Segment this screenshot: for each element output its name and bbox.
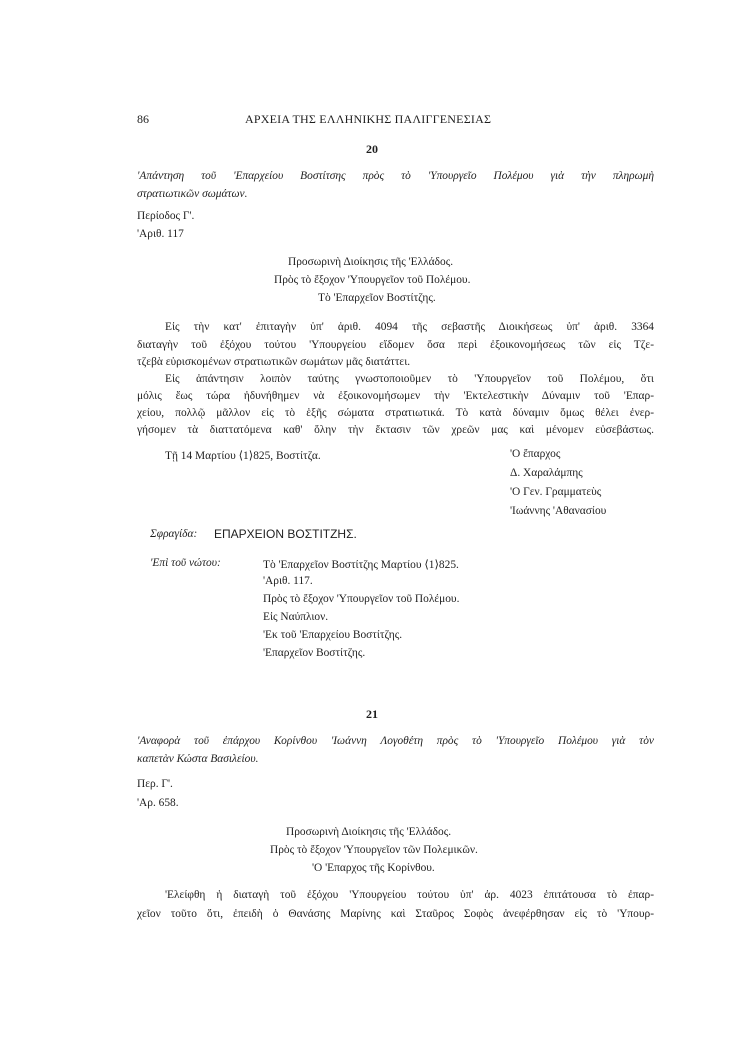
doc21-body-line-1: 'Ελείφθη ἡ διαταγὴ τοῦ ἐξόχου 'Υπουργείου τούτου ὑπ' ἀρ. 4023 ἐπιτάτουσα τὸ ἐπαρ- (165, 889, 654, 901)
doc21-summary-line-1: 'Αναφορὰ τοῦ ἐπάρχου Κορίνθου 'Ιωάννη Λογοθέτη πρὸς τὸ 'Υπουργεῖο Πολέμου γιὰ τὸν (137, 735, 654, 747)
doc21-ref-number: 'Αρ. 658. (137, 797, 179, 809)
doc20-seal-label: Σφραγίδα: (150, 528, 198, 540)
doc20-signature-line-4: 'Ιωάννης 'Αθανασίου (510, 505, 607, 517)
doc20-body-line-5: μόλις ἕως τώρα ἠδυνήθημεν νὰ ἐξοικονομήσωμεν τὴν 'Εκτελεστικὴν Δύναμιν τοῦ 'Επαρ- (137, 390, 654, 402)
running-title: ΑΡΧΕΙΑ ΤΗΣ ΕΛΛΗΝΙΚΗΣ ΠΑΛΙΓΓΕΝΕΣΙΑΣ (245, 112, 492, 126)
doc20-summary-line-2: στρατιωτικῶν σωμάτων. (137, 188, 248, 200)
doc21-addressee-line-2: Πρὸς τὸ ἔξοχον 'Υπουργεῖον τῶν Πολεμικῶν. (270, 844, 478, 856)
doc20-verso-line-2: 'Αριθ. 117. (263, 575, 313, 587)
doc20-ref-number: 'Αριθ. 117 (137, 228, 184, 240)
doc21-summary-line-2: καπετὰν Κώστα Βασιλείου. (137, 753, 259, 765)
doc20-verso-line-6: 'Επαρχεῖον Βοστίτζης. (263, 647, 366, 659)
doc20-addressee-line-1: Προσωρινὴ Διοίκησις τῆς 'Ελλάδος. (288, 256, 454, 268)
doc20-addressee-line-3: Τὸ 'Επαρχεῖον Βοστίτζης. (318, 292, 436, 304)
doc20-seal-text: ΕΠΑΡΧΕΙΟΝ ΒΟΣΤΙΤΖΗΣ. (214, 527, 357, 541)
doc20-signature-line-2: Δ. Χαραλάμπης (510, 467, 583, 479)
doc20-date-line: Τῇ 14 Μαρτίου ⟨1⟩825, Βοστίτζα. (165, 450, 321, 462)
document-number-20: 20 (366, 142, 378, 156)
doc20-period: Περίοδος Γ'. (137, 210, 195, 222)
doc20-verso-line-1: Τὸ 'Επαρχεῖον Βοστίτζης Μαρτίου ⟨1⟩825. (263, 559, 459, 571)
doc21-body-line-2: χεῖον τοῦτο ὅτι, ἐπειδὴ ὁ Θανάσης Μαρίνης καὶ Σταῦρος Σοφὸς ἀνεφέρθησαν εἰς τὸ 'Υπουρ- (137, 908, 654, 920)
doc20-signature-line-1: 'Ο ἔπαρχος (510, 448, 561, 460)
doc20-addressee-line-2: Πρὸς τὸ ἔξοχον 'Υπουργεῖον τοῦ Πολέμου. (274, 274, 471, 286)
doc20-verso-label: 'Επὶ τοῦ νώτου: (150, 557, 221, 569)
doc21-period: Περ. Γ'. (137, 778, 173, 790)
doc20-verso-line-5: 'Εκ τοῦ 'Επαρχείου Βοστίτζης. (263, 629, 403, 641)
doc20-verso-line-4: Εἰς Ναύπλιον. (263, 611, 329, 623)
doc20-body-line-4: Εἰς ἀπάντησιν λοιπὸν ταύτης γνωστοποιοῦμεν τὸ 'Υπουργεῖον τοῦ Πολέμου, ὅτι (165, 373, 654, 385)
doc20-summary-line-1: 'Απάντηση τοῦ 'Επαρχείου Βοστίτσης πρὸς τὸ 'Υπουργεῖο Πολέμου γιὰ τὴν πληρωμὴ (137, 170, 654, 182)
document-number-21: 21 (366, 707, 378, 721)
doc21-addressee-line-1: Προσωρινὴ Διοίκησις τῆς 'Ελλάδος. (286, 826, 452, 838)
doc20-body-line-1: Εἰς τὴν κατ' ἐπιταγὴν ὑπ' ἀριθ. 4094 τῆς σεβαστῆς Διοικήσεως ὑπ' ἀριθ. 3364 (165, 321, 654, 333)
doc20-body-line-3: τζεβὰ εὑρισκομένων στρατιωτικῶν σωμάτων μᾶς διατάττει. (137, 356, 411, 368)
doc20-verso-line-3: Πρὸς τὸ ἔξοχον 'Υπουργεῖον τοῦ Πολέμου. (263, 593, 460, 605)
doc20-signature-line-3: 'Ο Γεν. Γραμματεὺς (510, 486, 602, 498)
doc20-body-line-2: διαταγὴν τοῦ ἐξόχου τούτου 'Υπουργείου εἴδομεν ὅσα περὶ ἐξοικονομήσεως τῶν εἰς Τζε- (137, 339, 654, 351)
page-number: 86 (137, 112, 149, 126)
doc21-addressee-line-3: 'Ο 'Επαρχος τῆς Κορίνθου. (312, 862, 435, 874)
doc20-body-line-7: γήσομεν τὰ διαττατόμενα καθ' ὅλην τὴν ἔκτασιν τῶν χρεῶν μας καὶ μένομεν εὐσεβάστως. (137, 424, 654, 436)
doc20-body-line-6: χείου, πολλῷ μᾶλλον εἰς τὸ ἑξῆς σώματα στρατιωτικά. Τὸ κατὰ δύναμιν ὅμως θέλει ἐνερ- (137, 407, 654, 419)
